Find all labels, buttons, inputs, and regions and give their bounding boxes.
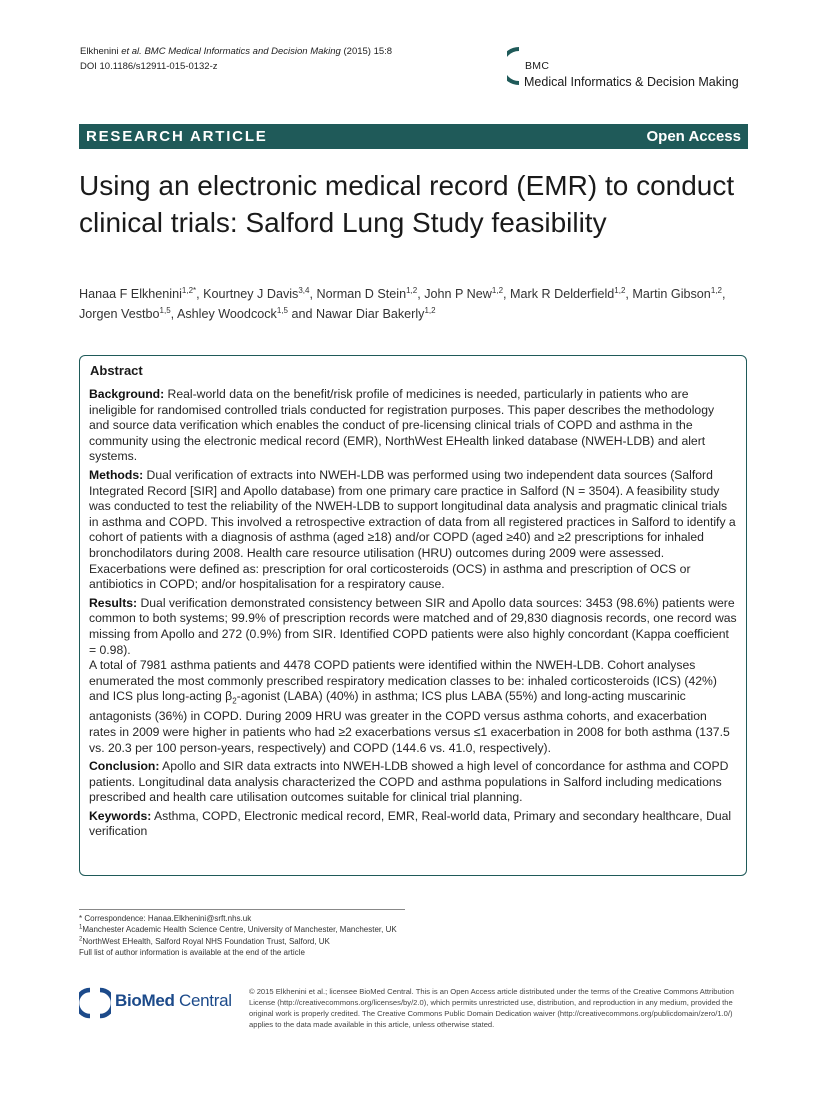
author-name: Ashley Woodcock — [176, 307, 277, 321]
citation-line: Elkhenini et al. BMC Medical Informatics and Decision Making (2015) 15:8 — [80, 46, 393, 57]
publisher-logo — [79, 984, 239, 1024]
author-separator: , — [503, 287, 511, 301]
abstract-box — [79, 355, 747, 876]
journal-logo-bmc: BMC — [525, 60, 550, 72]
author-name: Hanaa F Elkhenini — [79, 287, 182, 301]
author-affiliation: 1,5 — [159, 305, 171, 315]
abstract-body — [89, 387, 737, 843]
author-name: Martin Gibson — [632, 287, 711, 301]
author-affiliation: 1,5 — [276, 305, 288, 315]
open-access-label: Open Access — [646, 128, 741, 145]
doi: DOI 10.1186/s12911-015-0132-z — [80, 61, 218, 72]
author-info-note: Full list of author information is available at the end of the article — [79, 947, 305, 957]
footnotes — [79, 913, 409, 958]
abstract-keywords: Keywords: Asthma, COPD, Electronic medical record, EMR, Real-world data, Primary and secondary healthcare, Dual verification — [89, 808, 732, 839]
author-separator: , — [309, 287, 317, 301]
article-title: Using an electronic medical record (EMR) to conduct clinical trials: Salford Lung Study feasibility — [79, 170, 735, 238]
author-name: Jorgen Vestbo — [79, 307, 160, 321]
abstract-results: Results: Dual verification demonstrated consistency between SIR and Apollo data sources: 3453 (98.6%) patients were common to both systems; 99.9% of prescription records were matched and of 29,830 diagnosis records, one record was missing from Apollo and 272 (0.9%) from SIR. Identified COPD patients were also highly concordant (Kappa coefficient = 0.98). — [89, 595, 737, 657]
author-name: Norman D Stein — [316, 287, 407, 301]
author-affiliation: 1,2 — [614, 285, 626, 295]
license-text: © 2015 Elkhenini et al.; licensee BioMed Central. This is an Open Access article distributed under the terms of the Creative Commons Attribution License (http://creativecommons.org/licenses/by/2.0), which permits unrestricted use, distribution, and reproduction in any medium, provided the original work is properly credited. The Creative Commons Public Domain Dedication waiver (http://creativecommons.org/publicdomain/zero/1.0/) applies to the data made available in this article, unless otherwise stated. — [249, 987, 734, 1029]
author-name: Mark R Delderfield — [510, 287, 615, 301]
author-separator: and — [287, 307, 316, 321]
author-separator: , — [417, 287, 425, 301]
author-affiliation: 1,2 — [406, 285, 418, 295]
article-type: RESEARCH ARTICLE — [86, 128, 268, 145]
abstract-methods: Methods: Dual verification of extracts into NWEH-LDB was performed using two independent data sources (Salford Integrated Record [SIR] and Apollo database) from one primary care practice in Salford (N = 3504). A feasibility study was conducted to test the reliability of the NWEH-LDB to support longitudinal data analysis and pragmatic clinical trials in asthma and COPD. This involved a retrospective extraction of data from all registered practices in Salford to identify a cohort of patients with a diagnosis of asthma (aged ≥18) and/or COPD (aged ≥40) and ≥2 prescriptions for inhaled bronchodilators during 2008. Health care resource utilisation (HRU) outcomes during 2009 were assessed. Exacerbations were defined as: prescription for oral corticosteroids (OCS) in asthma and prescription of OCS or antibiotics in COPD; and/or hospitalisation for a respiratory cause. — [89, 467, 736, 592]
citation-header — [80, 44, 392, 74]
author-name: John P New — [424, 287, 492, 301]
author-separator: , — [170, 307, 177, 321]
abstract-conclusion: Conclusion: Apollo and SIR data extracts into NWEH-LDB showed a high level of concordance for asthma and COPD patients. Longitudinal data analysis characterized the COPD and asthma populations in Salford including medications prescribed and health care utilisation outcomes suitable for clinical trial planning. — [89, 759, 729, 805]
affiliation-2: $^2$NorthWest EHealth, Salford Royal NHS Foundation Trust, Salford, UK — [79, 935, 330, 946]
author-affiliation: 1,2 — [710, 285, 722, 295]
author-list — [79, 284, 759, 324]
author-affiliation: 1,2* — [181, 285, 197, 295]
journal-logo — [507, 46, 752, 96]
biomed-circle-icon — [79, 987, 111, 1019]
citation-journal: et al. BMC Medical Informatics and Decision Making — [121, 46, 341, 57]
abstract-heading: Abstract — [90, 363, 143, 378]
article-type-banner — [79, 124, 748, 149]
abstract-background: Background: Real-world data on the benefit/risk profile of medicines is needed, particularly in patients who are ineligible for randomised controlled trials conducted for registration purposes. This paper describes the methodology and source data verification which enables the conduct of pre-licensing clinical trials of COPD and asthma in the community using the electronic medical record (EMR), NorthWest EHealth linked database (NWEH-LDB) and alert systems. — [89, 387, 715, 464]
author-separator: , — [625, 287, 633, 301]
journal-logo-name: Medical Informatics & Decision Making — [524, 75, 739, 89]
author-separator: , — [721, 287, 726, 301]
publisher-name: BioMed Central — [115, 991, 232, 1010]
abstract-results-continued: A total of 7981 asthma patients and 4478 COPD patients were identified within the NWEH-LDB. Cohort analyses enumerated the most commonly prescribed respiratory medication classes to be: inhaled corticosteroids (ICS) (42%) and ICS plus long-acting $\beta_2$-agonist (LABA) (40%) in asthma; ICS plus LABA (55%) and long-acting muscarinic antagonists (36%) in COPD. During 2009 HRU was greater in the COPD versus asthma cohorts, and exacerbation rates in 2009 were higher in patients who had ≥2 exacerbations versus ≤1 exacerbation in 2008 for both asthma (137.5 vs. 20.3 per 100 person-years, respectively) and COPD (144.6 vs. 41.0, respectively). — [89, 658, 730, 755]
affiliation-1: $^1$Manchester Academic Health Science Centre, University of Manchester, Manchester, UK — [79, 924, 397, 935]
author-affiliation: 1,2 — [491, 285, 504, 295]
author-affiliation: 1,2 — [424, 305, 436, 315]
correspondence-note: * Correspondence: Hanaa.Elkhenini@srft.nhs.uk — [79, 914, 252, 923]
author-separator: , — [196, 287, 204, 301]
footnote-divider — [79, 909, 405, 910]
author-name: Nawar Diar Bakerly — [315, 307, 425, 321]
author-name: Kourtney J Davis — [203, 287, 299, 301]
author-affiliation: 3,4 — [298, 285, 310, 295]
